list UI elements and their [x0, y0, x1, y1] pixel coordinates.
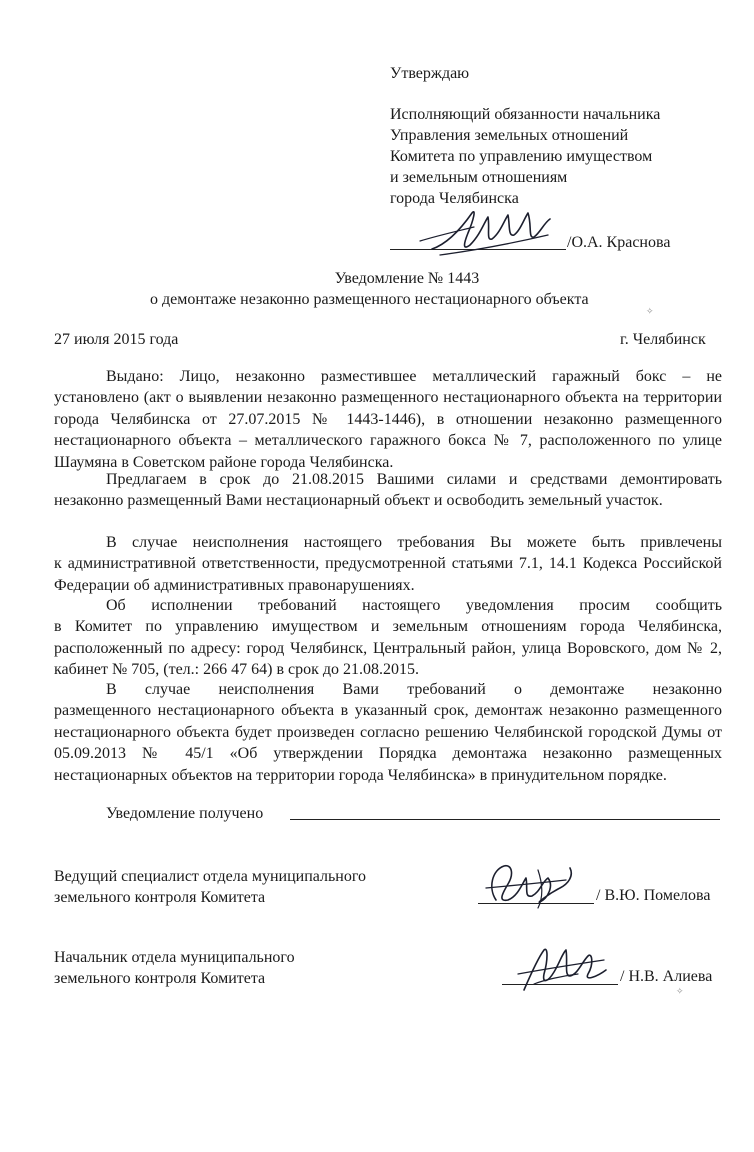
paragraph-report-first: Об исполнении требований настоящего уведомления просим сообщить [106, 597, 722, 614]
approver-position-line: Управления земельных отношений [390, 127, 629, 144]
head-title [54, 947, 295, 989]
specialist-title-line: Ведущий специалист отдела муниципального [54, 868, 367, 885]
paragraph-enforcement-rest: размещенного нестационарного объекта в указанный срок, демонтаж незаконно размещенного нестационарного объекта будет произведен согласно решению Челябинской городской Думы от 05.09.2013 № 45/1 «Об утверждении Порядка демонтажа незаконно размещенных нестационарных объектов на территории города Челябинска» в принудительном порядке. [54, 702, 722, 784]
received-signature-line [290, 819, 720, 820]
specialist-title [54, 866, 366, 908]
head-name: / Н.В. Алиева [620, 968, 713, 985]
specialist-signature [478, 858, 588, 914]
approver-position-line: города Челябинска [390, 190, 519, 207]
head-title-line: Начальник отдела муниципального [54, 949, 295, 966]
paragraph-liability-first: В случае неисполнения настоящего требования Вы можете быть привлечены [106, 534, 722, 551]
scan-speck-icon: ✧ [676, 986, 684, 996]
notice-title: Уведомление № 1443 [334, 270, 480, 287]
approver-position-line: Исполняющий обязанности начальника [390, 106, 661, 123]
notice-date: 27 июля 2015 года [54, 331, 179, 348]
notice-subtitle: о демонтаже незаконно размещенного нестационарного объекта [150, 291, 589, 308]
approver-name: /О.А. Краснова [567, 234, 671, 251]
paragraph-enforcement-first: В случае неисполнения Вами требований о демонтаже незаконно [106, 681, 722, 698]
specialist-name: / В.Ю. Помелова [596, 887, 711, 904]
approver-position-line: и земельным отношениям [390, 169, 568, 186]
approver-signature [410, 205, 560, 265]
approve-label: Утверждаю [390, 65, 470, 82]
paragraph-issued-first: Выдано: Лицо, незаконно разместившее металлический гаражный бокс – не [106, 368, 722, 385]
specialist-title-line: земельного контроля Комитета [54, 889, 266, 906]
approver-position [390, 104, 720, 209]
paragraph-report-rest: в Комитет по управлению имуществом и земельным отношениям города Челябинска, расположенный по адресу: город Челябинск, Центральный район, улица Воровского, дом № 2, кабинет № 705, (тел.: 266 47 64) в срок до 21.08.2015. [54, 618, 722, 678]
head-signature [508, 940, 618, 1000]
paragraph-demand-rest: незаконно размещенный Вами нестационарный объект и освободить земельный участок. [54, 492, 663, 509]
approver-position-line: Комитета по управлению имуществом [390, 148, 653, 165]
paragraph-issued-rest: установлено (акт о выявлении незаконно размещенного нестационарного объекта на территории города Челябинска от 27.07.2015 № 1443-1446), в отношении незаконно размещенного нестационарного объекта – металлического гаражного бокса № 7, расположенного по улице Шаумяна в Советском районе города Челябинска. [54, 389, 722, 471]
paragraph-liability-rest: к административной ответственности, предусмотренной статьями 7.1, 14.1 Кодекса Российской Федерации об административных правонарушениях. [54, 555, 722, 594]
paragraph-demand-first: Предлагаем в срок до 21.08.2015 Вашими силами и средствами демонтировать [106, 471, 722, 488]
scan-speck-icon: ✧ [646, 306, 654, 316]
received-label: Уведомление получено [106, 805, 264, 822]
head-title-line: земельного контроля Комитета [54, 970, 266, 987]
notice-city: г. Челябинск [620, 331, 706, 348]
